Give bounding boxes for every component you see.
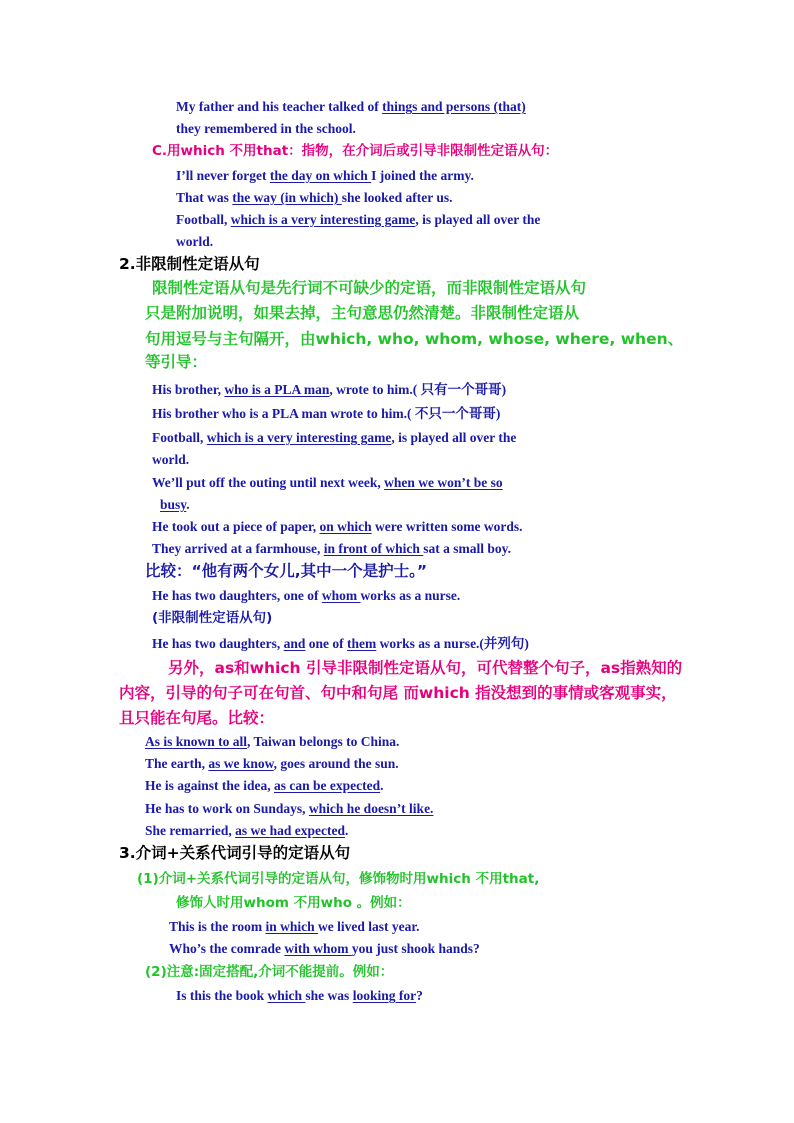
example-line: they remembered in the school. <box>176 121 356 136</box>
example-line: That was the way (in which) she looked after us. <box>176 190 453 205</box>
explanation-line: 只是附加说明，如果去掉，主句意思仍然清楚。非限制性定语从 <box>145 304 580 322</box>
example-line: world. <box>176 234 214 249</box>
example-line: His brother, who is a PLA man, wrote to him.( 只有一个哥哥) <box>152 382 507 397</box>
explanation-line: 另外，as和which 引导非限制性定语从句，可代替整个句子，as指熟知的 <box>168 659 683 677</box>
example-line: The earth, as we know, goes around the sun. <box>145 756 399 771</box>
explanation-line: 等引导： <box>145 353 208 371</box>
example-line: He is against the idea, as can be expected. <box>145 778 384 793</box>
example-line: He has to work on Sundays, which he doesn’t like. <box>145 801 434 816</box>
example-line: His brother who is a PLA man wrote to him.( 不只一个哥哥) <box>152 406 501 421</box>
example-line: They arrived at a farmhouse, in front of which sat a small boy. <box>152 541 512 556</box>
example-line: Football, which is a very interesting game, is played all over the <box>152 430 517 445</box>
example-note: (非限制性定语从句) <box>152 610 273 626</box>
section-heading-3: 3.介词+关系代词引导的定语从句 <box>119 844 351 862</box>
comparison-heading: 比较：“他有两个女儿,其中一个是护士。” <box>145 562 428 580</box>
example-line: I’ll never forget the day on which I joined the army. <box>176 168 474 183</box>
explanation-line: 内容，引导的句子可在句首、句中和句尾 而which 指没想到的事情或客观事实， <box>119 684 677 702</box>
example-line: He took out a piece of paper, on which were written some words. <box>152 519 523 534</box>
example-line: Football, which is a very interesting game, is played all over the <box>176 212 541 227</box>
example-line: Who’s the comrade with whom you just shook hands? <box>169 941 480 956</box>
explanation-line: (2)注意:固定搭配,介词不能提前。例如： <box>145 964 394 980</box>
example-line: My father and his teacher talked of things and persons (that) <box>176 99 526 114</box>
example-line: busy. <box>160 497 190 512</box>
explanation-line: 句用逗号与主句隔开，由which, who, whom, whose, where, when、 <box>145 330 684 348</box>
example-line: world. <box>152 452 190 467</box>
explanation-line: 限制性定语从句是先行词不可缺少的定语，而非限制性定语从句 <box>152 279 587 297</box>
explanation-line: (1)介词+关系代词引导的定语从句，修饰物时用which 不用that, <box>137 871 540 887</box>
example-line: This is the room in which we lived last year. <box>169 919 420 934</box>
example-line: As is known to all, Taiwan belongs to China. <box>145 734 400 749</box>
example-line: We’ll put off the outing until next week, when we won’t be so <box>152 475 503 490</box>
example-line: He has two daughters, and one of them works as a nurse.(并列句) <box>152 636 529 651</box>
example-line: Is this the book which she was looking for? <box>176 988 423 1003</box>
explanation-line: 修饰人时用whom 不用who 。例如： <box>176 895 411 911</box>
example-line: She remarried, as we had expected. <box>145 823 349 838</box>
explanation-line: 且只能在句尾。比较： <box>119 709 275 727</box>
example-line: He has two daughters, one of whom works as a nurse. <box>152 588 461 603</box>
rule-heading-c: C.用which 不用that：指物，在介词后或引导非限制性定语从句： <box>152 143 559 159</box>
section-heading-2: 2.非限制性定语从句 <box>119 255 260 273</box>
